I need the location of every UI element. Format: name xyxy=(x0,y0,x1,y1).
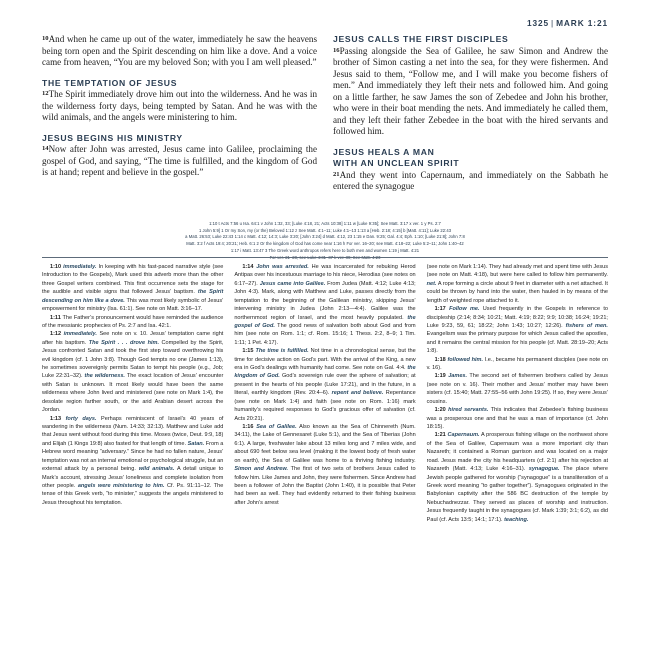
note-lemma: wild animals. xyxy=(138,466,175,473)
note-reference: 1:11 xyxy=(50,314,61,321)
note-lemma: net. xyxy=(426,280,437,287)
note-lemma: repent and believe. xyxy=(331,390,384,397)
note-text: The first of two sets of brothers Jesus called to follow him. Like James and John, they were fishermen. Since Andrew had been a follower of John the Baptist (John 1:40), it is possible that Peter had been as well. They had evidently returned to their fishing business after John’s arrest xyxy=(234,466,416,506)
note-reference: 1:13 xyxy=(50,415,62,422)
section-heading-ministry: JESUS BEGINS HIS MINISTRY xyxy=(42,132,183,143)
passage-text: Now after John was arrested, Jesus came into Galilee, proclaiming the gospel of God, and saying, “The time is fulfilled, and the kingdom of God is at hand; repent and believe in the gospel.” xyxy=(42,144,317,178)
cross-reference-line: 1:17 i Matt. 13:47 3 The Greek word anthropos refers here to both men and women 1:19 j Matt. 4:21 xyxy=(230,247,420,253)
note-lemma: John was arrested. xyxy=(256,264,309,270)
verse-number: 14 xyxy=(42,145,49,153)
note-text: From a Hebrew word meaning “adversary.” Since he had no fallen nature, Jesus’ temptation was not an internal emotional or psychological struggle, but an external attack by a personal being. xyxy=(42,440,224,473)
passage-mark-1-10-11 xyxy=(42,34,317,69)
study-note xyxy=(234,263,415,347)
scripture-column-right xyxy=(333,34,608,214)
note-text: The exact location of Jesus’ encounter with Satan is unknown. It most likely would have been the same wilderness where John lived and ministered (see note on Mark 1:4), the desolate region farther south, or the arid Arabian desert across the Jordan. xyxy=(42,373,224,414)
note-reference: 1:16 xyxy=(242,424,254,431)
note-text: (see note on Mark 1:14). They had already met and spent time with Jesus (see note on Matt. 4:18), but were here called to follow him permanently. xyxy=(426,264,608,279)
note-reference: 1:21 xyxy=(434,432,446,439)
page-number: 1325 xyxy=(526,18,550,28)
cross-reference-line: a Matt. 26:53; Luke 22:43 1:14 c Matt. 4:12; 14:3; Luke 3:20; [John 3:24] d Matt. 4:12, 23 1:15 e Dan. 9:25; Gal. 4:4; Eph. 1:10; [Luke 21:8]; John 7:8 xyxy=(185,234,465,240)
passage-first-disciples xyxy=(333,46,608,138)
study-note xyxy=(427,431,608,524)
note-lemma: immediately. xyxy=(63,264,97,270)
study-note xyxy=(42,263,223,314)
note-lemma: fishers of men. xyxy=(565,322,608,329)
note-text: The good news of salvation both about God and from him (see note on Rom. 1:1; cf. Rom. 15:16; 1 Thess. 2:2, 8–9; 1 Tim. 1:11; 1 Pet. 4:17). xyxy=(234,322,416,346)
note-reference: 1:17 xyxy=(434,306,446,313)
passage-text: The Spirit immediately drove him out into the wilderness. And he was in the wilderness forty days, being tempted by Satan. And he was with the wild animals, and the angels were ministering to him. xyxy=(42,89,317,123)
passage-temptation xyxy=(42,89,317,124)
study-notes-column-2 xyxy=(234,263,415,640)
note-reference: 1:15 xyxy=(242,348,254,355)
note-lemma: The time is fulfilled. xyxy=(255,348,309,355)
note-text: God’s sovereign rule over the sphere of salvation; at present in the hearts of his people (Luke 17:21), and in the future, in a literal, earthly kingdom (Rev. 20:4–6). xyxy=(234,373,416,397)
note-lemma: followed him. xyxy=(447,356,484,363)
note-lemma: teaching. xyxy=(504,516,529,523)
note-text: I.e., became his permanent disciples (see note on v. 16). xyxy=(426,356,608,372)
section-heading-unclean-spirit-line2: WITH AN UNCLEAN SPIRIT xyxy=(333,158,460,169)
passage-text: And they went into Capernaum, and immediately on the Sabbath he entered the synagogue xyxy=(333,169,608,192)
cross-reference-line: Matt. 3:2 f Acts 19:4; 20:21; Heb. 6:1 2 Or the kingdom of God has come near 1:16 h For ver. 16–20; see Matt. 4:18–22; Luke 5:2–11; John 1:40–42 xyxy=(186,241,464,247)
study-note xyxy=(427,263,608,305)
note-text: A rope forming a circle about 9 feet in diameter with a net attached. It could be thrown by hand into the water, then hauled in by means of the length of weighted rope attached to it. xyxy=(426,280,608,304)
section-heading-first-disciples: JESUS CALLS THE FIRST DISCIPLES xyxy=(333,34,509,44)
note-lemma: the Spirit descending on him like a dove. xyxy=(42,289,224,304)
passage-unclean-spirit xyxy=(333,170,608,193)
note-text: Cf. Ps. 91:11–12. The tense of this Greek verb, “to minister,” suggests the angels ministered to Jesus throughout his temptation. xyxy=(42,482,224,506)
running-head xyxy=(40,18,608,28)
note-lemma: the wilderness. xyxy=(84,373,125,380)
running-head-reference: MARK 1:21 xyxy=(556,18,608,28)
note-text: A detail unique to Mark’s account, stressing Jesus’ loneliness and complete isolation from other people. xyxy=(42,466,224,489)
note-lemma: hired servants. xyxy=(448,407,489,414)
study-note xyxy=(42,415,223,508)
note-lemma: synagogue. xyxy=(528,466,560,473)
cross-reference-block xyxy=(42,221,608,261)
note-reference: 1:12 xyxy=(50,331,62,338)
note-text: Perhaps reminiscent of Israel’s 40 years of wandering in the wilderness (Num. 14:33; 32:13). Matthew and Luke add that Jesus went without food during this time. Moses (twice, Deut. 9:9, 18) and Elijah (1 Kings 19:8) also fasted for that length of time. xyxy=(42,415,224,447)
study-note xyxy=(42,314,223,331)
passage-text: And when he came up out of the water, immediately he saw the heavens being torn open and the Spirit descending on him like a dove. And a voice came from heaven, “You are my beloved Son; with you I am well pleased.” xyxy=(42,34,317,67)
note-text: Also known as the Sea of Chinnereth (Num. 34:11), the Lake of Gennesaret (Luke 5:1), and the Sea of Tiberias (John 6:1). A large, freshwater lake about 13 miles long and 7 miles wide, and about 690 feet below sea level (making it the lowest body of fresh water on earth), the Sea of Galilee was home to a thriving fishing industry. xyxy=(234,424,416,464)
study-notes-column-1 xyxy=(42,263,223,640)
study-note xyxy=(427,372,608,406)
note-lemma: immediately. xyxy=(63,331,97,338)
note-lemma: Satan. xyxy=(187,440,205,447)
section-heading-unclean-spirit-line1: JESUS HEALS A MAN xyxy=(333,146,435,157)
note-text: This indicates that Zebedee’s fishing business was a prosperous one and that he was a man of importance (cf. John 18:15). xyxy=(426,407,608,431)
note-lemma: Follow me. xyxy=(449,306,480,313)
note-text: Not time in a chronological sense, but the time for decisive action on God’s part. With the arrival of the King, a new era in God’s dealings with humanity had come. See note on Gal. 4:4. xyxy=(234,348,416,372)
note-reference: 1:10 xyxy=(50,264,62,270)
note-lemma: Simon and Andrew. xyxy=(234,466,289,473)
note-lemma: angels were ministering to him. xyxy=(77,482,165,489)
scripture-area xyxy=(42,34,608,214)
cross-reference-line: 1 John 5:9] 1 Or my Son, my (or the) Beloved 1:12 z See Matt. 4:1–11; Luke 4:1–13 1:13 a [Heb. 2:18; 4:15] b [Matt. 4:11]; Luke 22:43 xyxy=(198,227,452,233)
note-lemma: James. xyxy=(448,373,468,380)
study-note xyxy=(427,406,608,431)
note-reference: 1:19 xyxy=(434,373,446,380)
notes-divider-rule xyxy=(42,257,608,258)
study-notes-column-3 xyxy=(427,263,608,640)
scripture-column-left xyxy=(42,34,317,214)
note-text: A prosperous fishing village on the northwest shore of the Sea of Galilee, Capernaum was a more important city than Nazareth; it contained a Roman garrison and was located on a major road. Jesus made the city his headquarters (cf. 2:1) after his rejection at Nazareth (Matt. 4:13; Luke 4:16–31). xyxy=(426,432,608,473)
study-note xyxy=(234,423,415,507)
note-reference: 1:14 xyxy=(242,264,254,270)
note-reference: 1:18 xyxy=(434,356,446,363)
note-text: The Father’s pronouncement would have reminded the audience of the messianic prophecies of Ps. 2:7 and Isa. 42:1. xyxy=(42,314,224,329)
note-text: Compelled by the Spirit, Jesus confronted Satan and took the first step toward overthrowing his evil kingdom (cf. 1 John 3:8). Though God tempts no one (James 1:13), he sometimes sovereignly permits Satan to tempt his people (e.g., Job; Luke 22:31–32). xyxy=(42,339,224,380)
note-text: Repentance (see note on Mark 1:4) and faith (see note on Rom. 1:16) mark humanity’s required responses to God’s gracious offer of salvation (cf. Acts 20:21). xyxy=(234,390,416,422)
note-text: From Judea (Matt. 4:12; Luke 4:13; John 4:3). Mark, along with Matthew and Luke, passes directly from the temptation to the beginning of the Galilean ministry, skipping Jesus’ intervening ministry in Judea (John 2:13—4:4). Galilee was the northernmost region of Israel, and the most heavily populated. xyxy=(234,280,416,321)
study-note xyxy=(42,330,223,414)
note-text: See note on v. 10. Jesus’ temptation came right after his baptism. xyxy=(42,331,224,346)
note-text: This was most likely symbolic of Jesus’ empowerment for ministry (Isa. 61:1). See note on Matt. 3:16–17. xyxy=(42,297,224,313)
study-note xyxy=(427,305,608,356)
verse-number: 21 xyxy=(333,170,340,178)
note-lemma: forty days. xyxy=(65,415,97,422)
study-note xyxy=(427,356,608,373)
note-lemma: the kingdom of God. xyxy=(234,365,416,380)
note-lemma: Sea of Galilee. xyxy=(256,424,297,431)
passage-ministry xyxy=(42,144,317,179)
note-text: The second set of fishermen brothers called by Jesus (see note on v. 16). Their mother and Jesus’ mother may have been sisters (cf. 15:40; Matt. 27:55–56 with John 19:25). If so, they were Jesus’ cousins. xyxy=(426,373,608,405)
verse-number: 12 xyxy=(42,89,49,97)
note-text: Evangelism was the primary purpose for which Jesus called the apostles, and it remains the central mission for his people (cf. Matt. 28:19–20; Acts 1:8). xyxy=(426,331,608,355)
note-text: Used frequently in the Gospels in reference to discipleship (2:14; 8:34; 10:21; Matt. 4:19; 8:22; 9:9; 10:38; 16:24; 19:21; Luke 9:23, 59, 61; 18:22; John 1:43; 10:27; 12:26). xyxy=(426,306,608,329)
note-text: The place where Jewish people gathered for worship (“synagogue” is a transliteration of a Greek word meaning “to gather together”). Synagogues originated in the Babylonian captivity after the 586 BC destruction of the temple by Nebuchadnezzar. They served as places of worship and instruction. Jesus frequently taught in the synagogues (cf. Mark 1:39; 3:1; 6:2), as did Paul (cf. Acts 13:5; 14:1; 17:1). xyxy=(426,466,608,523)
note-lemma: Jesus came into Galilee. xyxy=(259,280,326,287)
running-head-separator: | xyxy=(551,18,555,28)
note-text: He was incarcerated for rebuking Herod Antipas over his incestuous marriage to his niece, Herodias (see notes on 6:17–27). xyxy=(234,264,416,287)
note-reference: 1:20 xyxy=(434,407,446,414)
section-heading-temptation: THE TEMPTATION OF JESUS xyxy=(42,77,178,88)
note-lemma: The Spirit . . . drove him. xyxy=(88,339,159,346)
study-notes-area xyxy=(42,263,608,640)
cross-reference-line: 1:10 t Acts 7:56 u Isa. 64:1 v John 1:32, 33; [Luke 4:18, 21; Acts 10:38] 1:11 w [Luke 9:35]; See Matt. 3:17 x ver. 1 y Ps. 2:7 xyxy=(209,221,441,226)
note-text: In keeping with his fast-paced narrative style (see Introduction to the Gospels), Mark used this adverb more than the other three Gospel writers combined. This first occurrence sets the stage for the audible and visible signs that followed Jesus’ baptism. xyxy=(42,264,224,296)
study-note xyxy=(234,347,415,423)
passage-text: Passing alongside the Sea of Galilee, he saw Simon and Andrew the brother of Simon casting a net into the sea, for they were fishermen. And Jesus said to them, “Follow me, and I will make you become fishers of men.” And immediately they left their nets and followed him. And going on a little farther, he saw James the son of Zebedee and John his brother, who were in their boat mending the nets. And immediately he called them, and they left their father Zebedee in the boat with the hired servants and followed him. xyxy=(333,45,608,137)
note-lemma: Capernaum. xyxy=(447,432,480,439)
verse-number: 16 xyxy=(333,46,340,54)
verse-number: 10 xyxy=(42,34,49,42)
note-lemma: the gospel of God. xyxy=(234,314,416,329)
